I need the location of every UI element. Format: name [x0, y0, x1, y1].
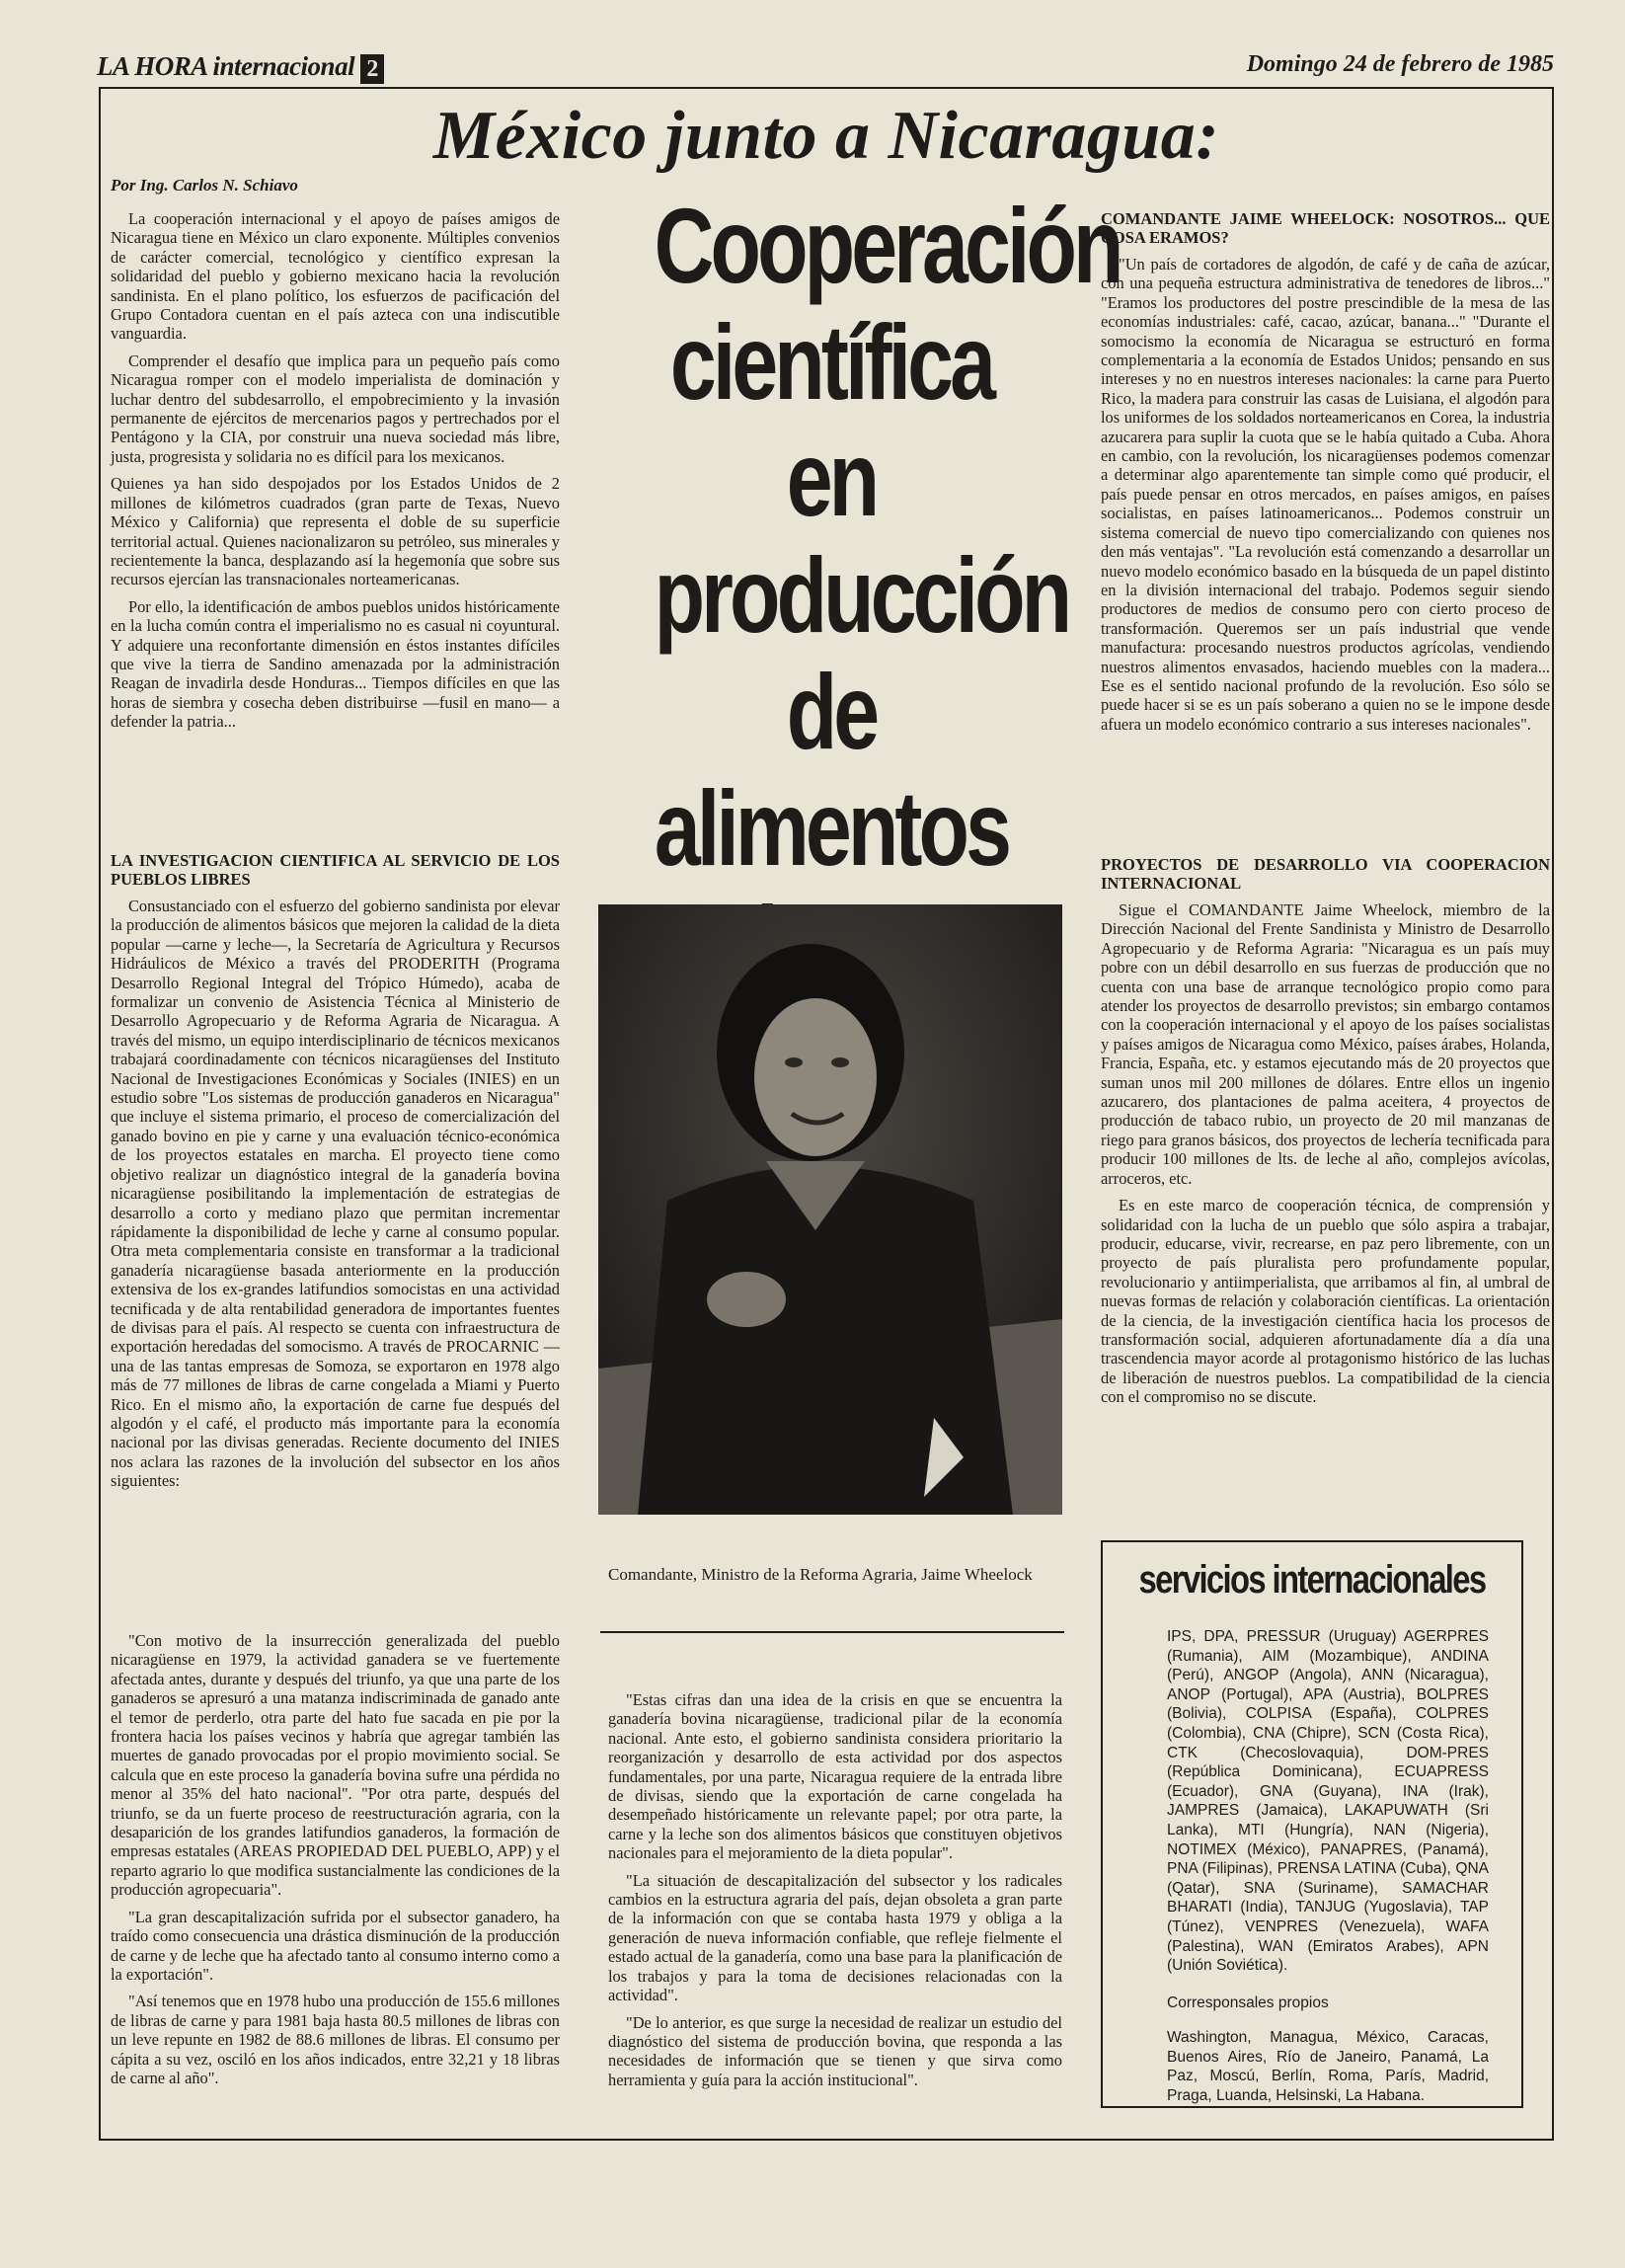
headline-line-4: de alimentos	[654, 652, 1009, 888]
headline-line-2: científica en	[669, 302, 993, 538]
col1-quote-3: "Así tenemos que en 1978 hubo una producción de 155.6 millones de libras de carne y para 1981 baja hasta 80.5 millones de libras con un leve repunte en 1982 de 88.6 millones de libras. El consumo per cápita a su vez, osciló en los años indicados, entre 32,21 y 18 libras de carne al año".	[111, 1992, 560, 2087]
col1b-paragraph-1: Consustanciado con el esfuerzo del gobierno sandinista por elevar la producción de alimentos básicos que mejoren la calidad de la dieta popular —carne y leche—, la Secretaría de Agricultura y Recursos Hidráulicos de México a través del PRODERITH (Programa Desarrollo Regional Integral del Trópico Húmedo), acaba de formalizar un convenio de Asistencia Técnica al Ministerio de Desarrollo Agropecuario y de Reforma Agraria de Nicaragua. A través del mismo, un equipo interdisciplinario de técnicos mexicanos trabajará coordinadamente con técnicos nicaragüenses del Instituto Nacional de Investigaciones Económicas y Sociales (INIES) en un estudio sobre "Los sistemas de producción ganaderos en Nicaragua" que incluye el sistema primario, el proceso de comercialización del ganado bovino en pie y carne y una evaluación técnico-económica de los proyectos estatales en marcha. El proyecto tiene como objetivo realizar un diagnóstico integral de la ganadería bovina nicaragüense posibilitando la implementación de estrategias de desarrollo a corto y mediano plazo que permitan incrementar rápidamente la disponibilidad de leche y carne al consumo popular. Otra meta complementaria consiste en transformar a la tradicional ganadería nicaragüense basada anteriormente en la producción extensiva de los ex-grandes latifundios somocistas en una actividad tecnificada y de alta rentabilidad generadora de importantes fuentes de divisas para el país. Al respecto se cuenta con infraestructura de exportación heredadas del somocismo. A través de PROCARNIC —una de las tantas empresas de Somoza, se exportaron en 1978 algo más de 77 millones de libras de carne congelada a Miami y Puerto Rico. En el mismo año, la exportación de carne fue después del algodón y el café, el producto más importante para la economía nacional por las divisas generadas. Reciente documento del INIES nos aclara las razones de la involución del subsector en los años siguientes:	[111, 897, 560, 1491]
page-number: 2	[360, 54, 384, 84]
publication-name	[97, 51, 384, 84]
headline-line-3: producción	[654, 535, 1069, 655]
column-left	[111, 209, 560, 740]
article-byline: Por Ing. Carlos N. Schiavo	[111, 176, 298, 195]
column-right	[1101, 209, 1550, 742]
portrait-illustration	[598, 904, 1062, 1515]
col3-paragraph-1: "Un país de cortadores de algodón, de café y de caña de azúcar, con una pequeña estructura administrativa de tenedores de libros..." "Eramos los productores del postre prescindible de la mesa de las economías industriales: café, cacao, azúcar, banana..." "Durante el somocismo la economía de Nicaragua se estructuró en forma complementaria a la economía de Estados Unidos; pensando en sus intereses y no en nuestros intereses nacionales: la carne para Puerto Rico, la madera para construir las casas de Luisiana, el algodón para los uniformes de los soldados norteamericanos en Corea, la industria azucarera para suplir la cuota que se le había quitado a Cuba. Ahora en cambio, con la revolución, los nicaragüenses podemos comenzar a determinar algo aparentemente tan simple como qué producir, el país puede pensar en otros mercados, en países amigos, en países socialistas, en países latinoamericanos... Podemos construir un sistema comercial de nuevo tipo comercializando con quienes nos den más ventajas". "La revolución está comenzando a desarrollar un nuevo modelo económico basado en la búsqueda de un papel distinto en la división internacional del trabajo. Podemos seguir siendo productores de medios de consumo pero con cierto proceso de transformación. Queremos ser un país industrial que vende manufactura: procesando nuestros productos agrícolas, vendiendo nuestros alimentos envasados, haciendo muebles con la madera... Ese es el sentido nacional profundo de la revolución. Eso sólo se puede hacer si se es un país soberano a quien no se le impone desde afuera un modelo económico contrario a sus intereses nacionales".	[1101, 255, 1550, 734]
servicios-title: servicios internacionales	[1138, 1558, 1486, 1602]
col1-paragraph-2: Comprender el desafío que implica para un pequeño país como Nicaragua romper con el modelo imperialista de dominación y luchar dentro del subdesarrollo, el empobrecimiento y la invasión permanente de ejércitos de mercenarios pagos y pertrechados por el Pentágono y la CIA, por construir una nueva sociedad más libre, justa, progresista y solidaria no es difícil para los mexicanos.	[111, 351, 560, 466]
col1-paragraph-3: Quienes ya han sido despojados por los Estados Unidos de 2 millones de kilómetros cuadrados (gran parte de Texas, Nuevo México y California) que representa el doble de su superficie territorial actual. Quienes nacionalizaron su petróleo, sus minerales y recientemente la banca, desplazando así la hegemonía que sobre sus recursos ejercían las transnacionales norteamericanas.	[111, 474, 560, 589]
article-title: México junto a Nicaragua:	[432, 98, 1220, 174]
issue-date: Domingo 24 de febrero de 1985	[1246, 51, 1554, 77]
column-left-quotes	[111, 1631, 560, 2095]
col3-paragraph-2: Sigue el COMANDANTE Jaime Wheelock, miembro de la Dirección Nacional del Frente Sandinista y Ministro de Desarrollo Agropecuario y de Reforma Agraria: "Nicaragua es un país muy pobre con un débil desarrollo en sus fuerzas de producción que no cuenta con una base de arranque tecnológico propio como para atender los proyectos de desarrollo previstos; sin embargo contamos con la cooperación internacional y el apoyo de los países socialistas y países amigos de Nicaragua como México, países árabes, Holanda, Francia, España, etc. y estamos ejecutando más de 20 proyectos que suman unos mil 200 millones de dólares. Entre ellos un ingenio azucarero, dos plantaciones de palma aceitera, 4 proyectos de producción de tabaco rubio, un proyecto de 20 mil manzanas de riego para granos básicos, dos proyectos de lechería tecnificada para producir 100 millones de lts. de leche al año, complejos avícolas, arroceros, etc.	[1101, 900, 1550, 1188]
publication-title: LA HORA internacional	[97, 51, 355, 81]
col1-subheading: LA INVESTIGACION CIENTIFICA AL SERVICIO DE LOS PUEBLOS LIBRES	[111, 851, 560, 889]
headline-line-1: Cooperación	[654, 186, 1121, 305]
photo-jaime-wheelock	[598, 904, 1062, 1515]
col1-paragraph-4: Por ello, la identificación de ambos pueblos unidos históricamente en la lucha común contra el imperialismo no es casual ni coyuntural. Y adquiere una reconfortante dimensión en éstos instantes difíciles que vive la tierra de Sandino amenazada por la administración Reagan de invadirla desde Honduras... Tiempos difíciles en que las horas de siembra y cosecha deben distribuirse —fusil en mano— a defender la patria...	[111, 596, 560, 732]
servicios-subtitle: Corresponsales propios	[1167, 1994, 1329, 2011]
col3-subheading-2: PROYECTOS DE DESARROLLO VIA COOPERACION INTERNACIONAL	[1101, 855, 1550, 893]
col1-quote-1: "Con motivo de la insurrección generalizada del pueblo nicaragüense en 1979, la actividad ganadera se ve fuertemente afectada antes, durante y después del triunfo, ya que una parte de los ganaderos se apresuró a una matanza indiscriminada de ganado ante el temor de perderlo, otra parte del hato fue sacada en pie por la frontera hacia los países vecinos y habría que agregar también las muertes de ganado provocadas por el propio movimiento social. Se calcula que en este proceso la ganadería bovina sufre una pérdida no menor al 35% del hato nacional". "Por otra parte, después del triunfo, se da un fuerte proceso de reestructuración agraria, con la desaparición de los grandes latifundios ganaderos, la formación de empresas estatales (AREAS PROPIEDAD DEL PUEBLO, APP) y el reparto agrario lo que modifica sustancialmente las condiciones de la producción agropecuaria".	[111, 1631, 560, 1900]
col2-quote-1: "Estas cifras dan una idea de la crisis en que se encuentra la ganadería bovina nicaragüense, tradicional pilar de la economía nacional. Ante esto, el gobierno sandinista considera prioritario la reorganización y desarrollo de esta actividad por dos aspectos fundamentales, por una parte, Nicaragua requiere de la entrada libre de divisas, siendo que la exportación de carne congelada ha desempeñado históricamente un relevante papel; por otra parte, la carne y la leche son dos alimentos básicos que constituyen objetivos nacionales para el mejoramiento de la dieta popular".	[608, 1690, 1062, 1863]
col1-quote-2: "La gran descapitalización sufrida por el subsector ganadero, ha traído como consecuencia una drástica disminución de la producción de carne y de leche que ha afectado tanto al consumo interno como a la exportación".	[111, 1907, 560, 1984]
col1-paragraph-1: La cooperación internacional y el apoyo de países amigos de Nicaragua tiene en México un claro exponente. Múltiples convenios de carácter comercial, tecnológico y científico expresan la solidaridad del pueblo y gobierno mexicano hacia la revolución sandinista. En el plano político, los esfuerzos de pacificación del Grupo Contadora cuentan en el país azteca con una indiscutible vanguardia.	[111, 209, 560, 344]
column-left-lower	[111, 851, 560, 1499]
column-right-lower	[1101, 855, 1550, 1415]
servicios-body	[1167, 1627, 1489, 2106]
servicios-agencies: IPS, DPA, PRESSUR (Uruguay) AGERPRES (Rumania), AIM (Mozambique), ANDINA (Perú), ANGOP (Angola), ANN (Nicaragua), ANOP (Portugal), APA (Austria), BOLPRES (Bolivia), COLPISA (España), COLPRES (Colombia), CNA (Chipre), SCN (Costa Rica), CTK (Checoslovaquia), DOM-PRES (República Dominicana), ECUAPRESS (Ecuador), GNA (Guyana), INA (Irak), JAMPRES (Jamaica), LAKAPUWATH (Sri Lanka), MTI (Hungría), NAN (Nigeria), NOTIMEX (México), PANAPRES, (Panamá), PNA (Filipinas), PRENSA LATINA (Cuba), QNA (Qatar), SNA (Suriname), SAMACHAR BHARATI (India), TANJUG (Yugoslavia), TAP (Túnez), VENPRES (Venezuela), WAFA (Palestina), WAN (Emiratos Arabes), APN (Unión Soviética).	[1167, 1628, 1489, 1975]
col3-paragraph-3: Es en este marco de cooperación técnica, de comprensión y solidaridad con la lucha de un pueblo que sólo aspira a trabajar, producir, educarse, vivir, recrearse, en paz pero libremente, con un proyecto de país pluralista pero profundamente popular, revolucionario y antiimperialista, que arribamos al fin, al umbral de nuevas formas de relación y colaboración científicas. La orientación de la ciencia, de la investigación científica hacia los procesos de transformación social, adquieren afortunadamente día a día una trascendencia mayor acorde al protagonismo histórico de las luchas de liberación de nuestros pueblos. La compatibilidad de la ciencia con el compromiso no se discute.	[1101, 1196, 1550, 1407]
photo-caption: Comandante, Ministro de la Reforma Agraria, Jaime Wheelock	[608, 1565, 1033, 1584]
caption-divider	[600, 1631, 1064, 1633]
column-center-quotes	[608, 1690, 1062, 2097]
col3-subheading-1: COMANDANTE JAIME WHEELOCK: NOSOTROS... QUE COSA ERAMOS?	[1101, 209, 1550, 247]
col2-quote-2: "La situación de descapitalización del subsector y los radicales cambios en la estructura agraria del país, dejan obsoleta a gran parte de la información con que se contaba hasta 1979 y obliga a la generación de nueva información confiable, que refleje fielmente el estado actual de la ganadería, como una base para la planificación de los trabajos y para la toma de decisiones relacionadas con la actividad".	[608, 1870, 1062, 2005]
servicios-cities: Washington, Managua, México, Caracas, Buenos Aires, Río de Janeiro, Panamá, La Paz, Moscú, Berlín, Roma, París, Madrid, Praga, Luanda, Helsinski, La Habana.	[1167, 2029, 1489, 2105]
col2-quote-3: "De lo anterior, es que surge la necesidad de realizar un estudio del diagnóstico del sistema de producción bovina, que responda a las necesidades de información que se tienen y que sirva como herramienta y guía para la acción institucional".	[608, 2012, 1062, 2089]
article-headline	[654, 186, 1121, 1003]
